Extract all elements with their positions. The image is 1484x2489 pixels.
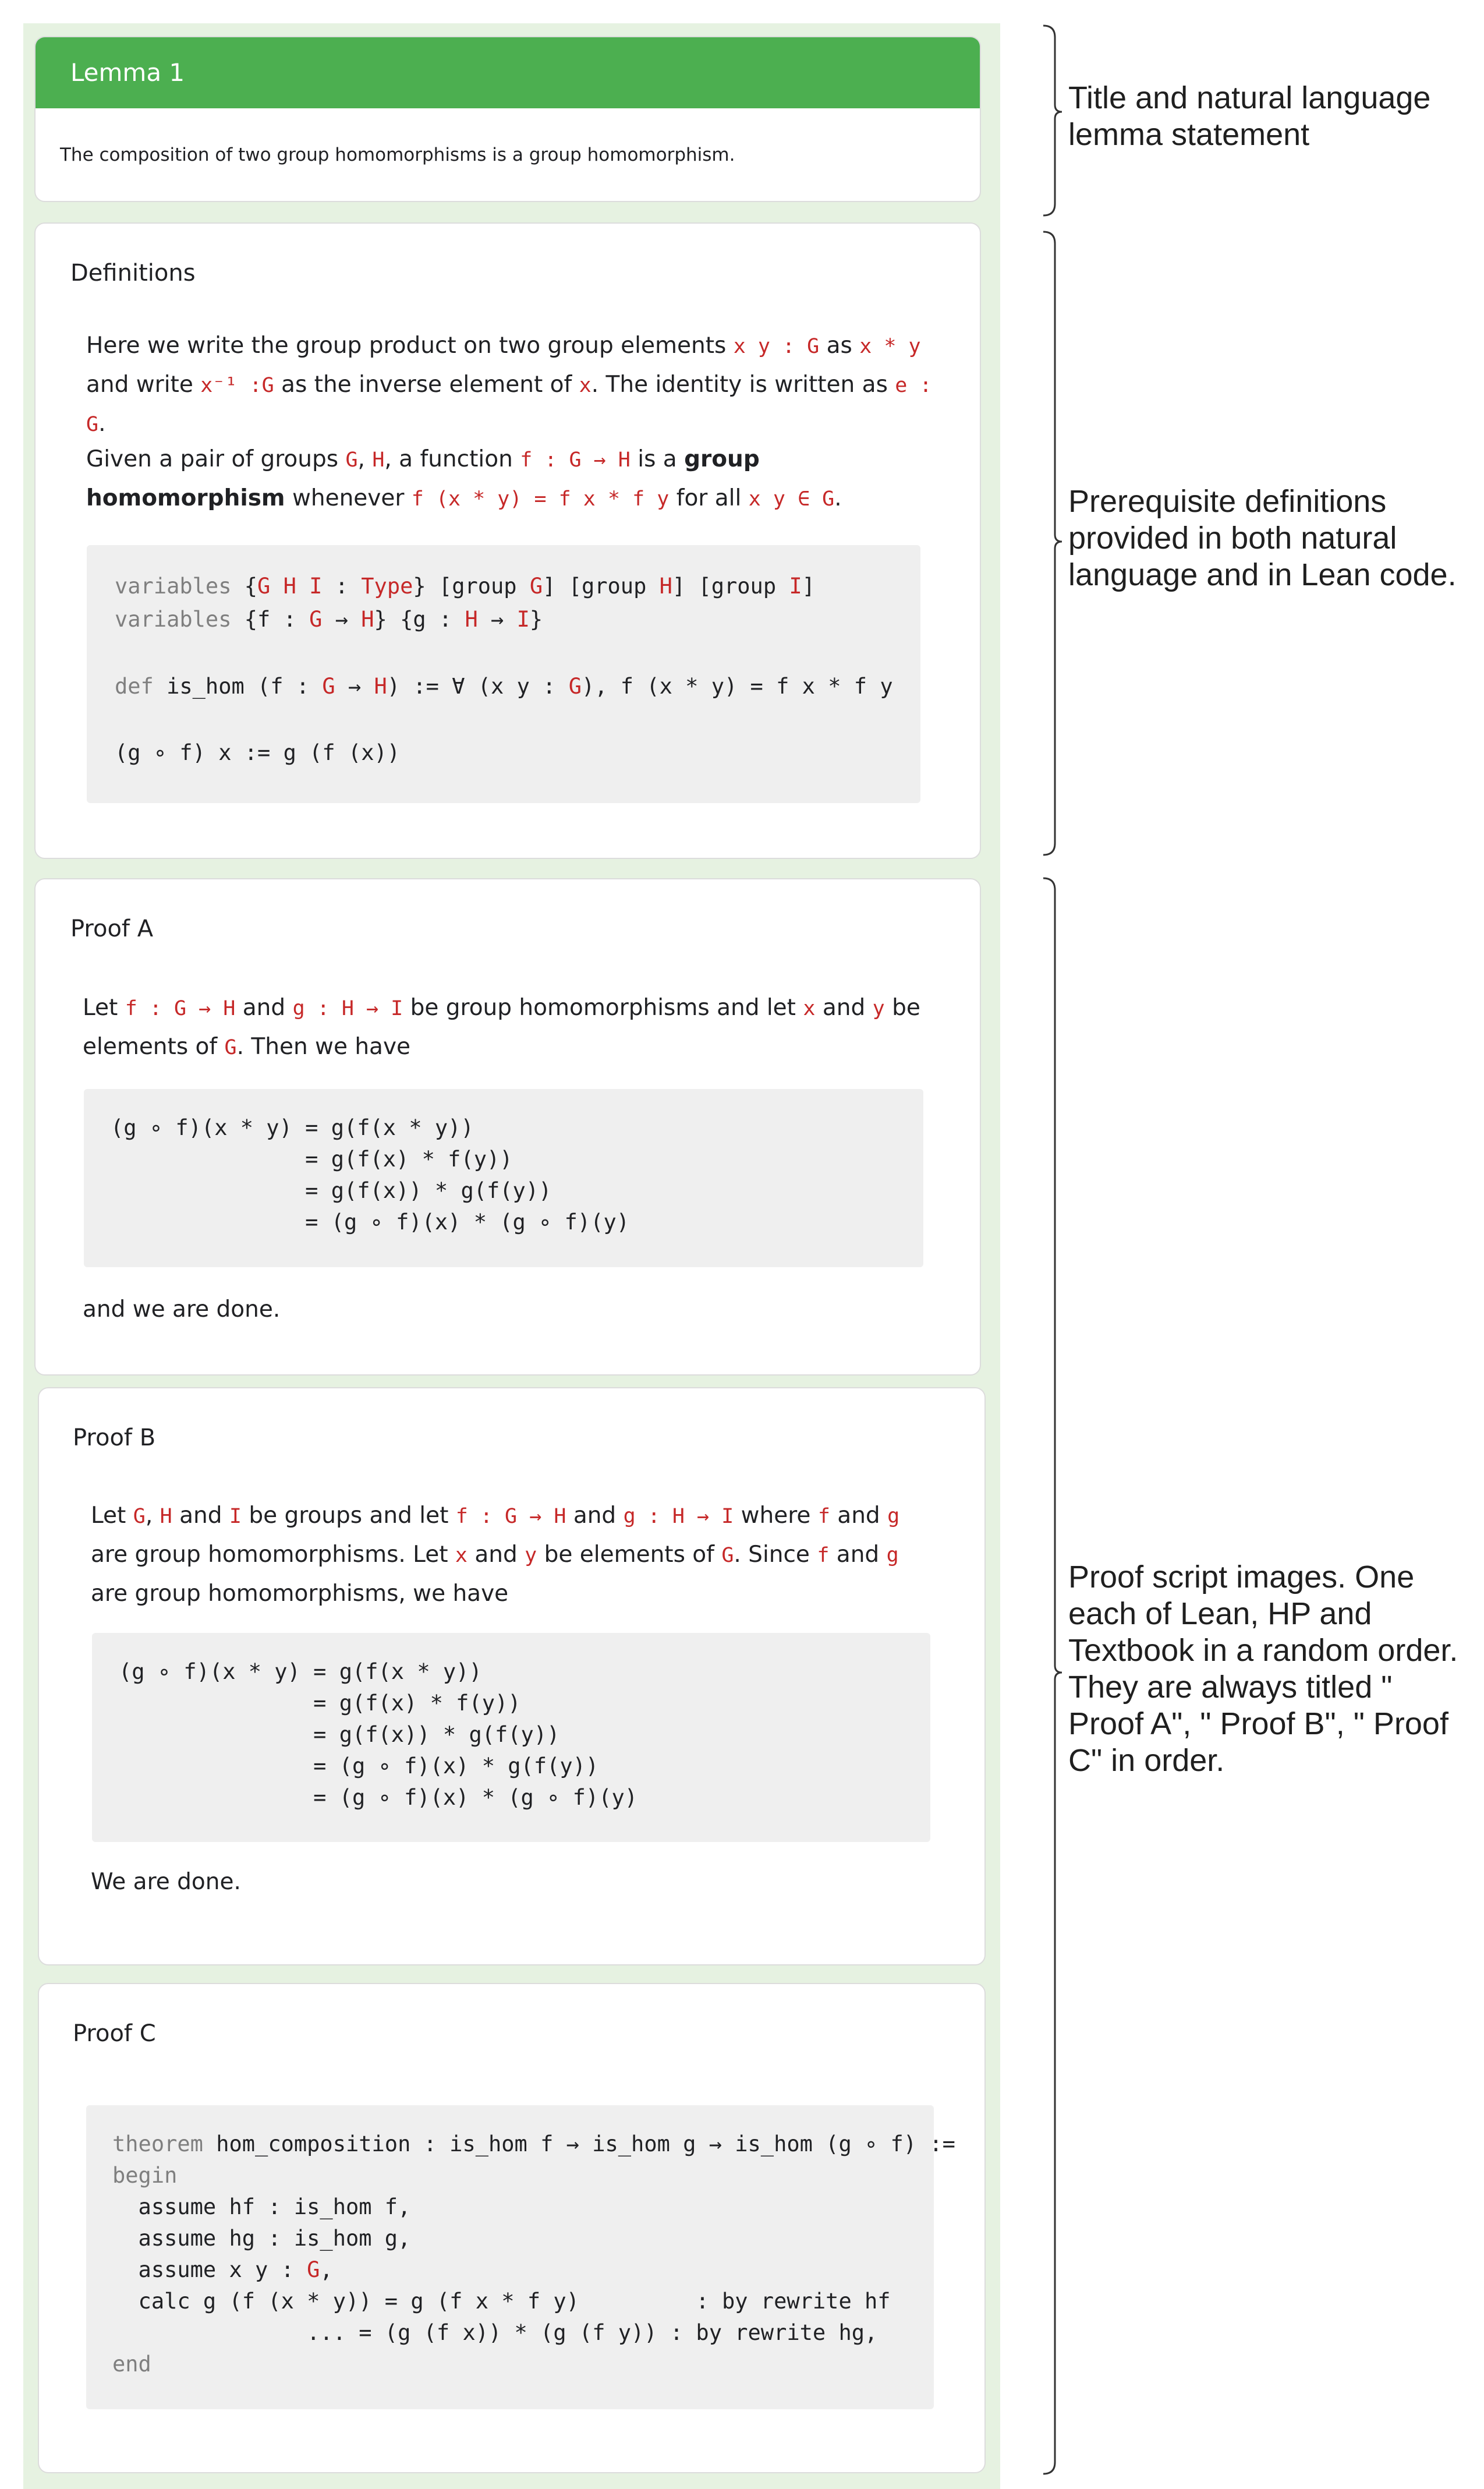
proof-a-conclusion: and we are done. — [83, 1296, 281, 1323]
lean-line-calc-1: calc g (f (x * y)) = g (f x * f y) : by rewrite hf — [112, 2289, 891, 2314]
calc-line: = g(f(x) * f(y)) — [119, 1691, 521, 1716]
definitions-card — [34, 222, 981, 859]
code-line-def-is-hom: def is_hom (f : G → H) := ∀ (x y : G), f (x * y) = f x * f y — [115, 674, 893, 699]
lean-line-theorem: theorem hom_composition : is_hom f → is_hom g → is_hom (g ∘ f) := — [112, 2131, 955, 2156]
proof-b-conclusion: We are done. — [91, 1869, 241, 1895]
proof-a-title: Proof A — [70, 915, 154, 942]
proof-a-calculation — [84, 1089, 923, 1267]
brace-lemma — [1043, 26, 1062, 215]
calc-line: = (g ∘ f)(x) * (g ∘ f)(y) — [119, 1785, 638, 1810]
calc-line: = g(f(x)) * g(f(y)) — [119, 1722, 560, 1747]
proof-b-title: Proof B — [73, 1424, 156, 1451]
lean-line-assume-hg: assume hg : is_hom g, — [112, 2226, 411, 2251]
proof-b-card — [38, 1387, 986, 1965]
lean-line-calc-2: ... = (g (f x)) * (g (f y)) : by rewrite hg, — [112, 2320, 878, 2345]
proof-b-calculation — [92, 1633, 930, 1842]
proof-c-lean-code — [86, 2105, 955, 2409]
lean-line-assume-hf: assume hf : is_hom f, — [112, 2194, 411, 2219]
lemma-title: Lemma 1 — [36, 37, 980, 108]
annotation-lemma: Title and natural language lemma statement — [1068, 80, 1431, 152]
definitions-title: Definitions — [70, 260, 196, 287]
proof-b-intro: Let G, H and I be groups and let f : G → H and g : H → I where f and g are group homomorphisms. Let x and y be elements of G. Since f and g are group homomorphisms, we have — [91, 1502, 900, 1607]
proof-c-card — [38, 1983, 986, 2473]
definitions-paragraph-1: Here we write the group product on two group elements x y : G as x * y and write x⁻¹ :G as the inverse element of x. The identity is written as e : G. — [86, 333, 932, 437]
code-line-variables-2: variables {f : G → H} {g : H → I} — [115, 607, 543, 632]
lean-line-end: end — [112, 2352, 151, 2377]
brace-definitions — [1043, 232, 1062, 855]
code-line-composition: (g ∘ f) x := g (f (x)) — [115, 740, 401, 765]
calc-line: = g(f(x)) * g(f(y)) — [111, 1178, 552, 1203]
lean-line-begin: begin — [112, 2163, 178, 2188]
definitions-paragraph-2: Given a pair of groups G, H, a function f : G → H is a group homomorphism whenever f (x * y) = f x * f y for all x y ∈ G. — [86, 446, 842, 511]
proof-a-card — [34, 878, 981, 1376]
annotation-definitions: Prerequisite definitions provided in both natural language and in Lean code. — [1068, 484, 1457, 592]
lean-line-assume-xy: assume x y : G, — [112, 2257, 333, 2282]
calc-line: (g ∘ f)(x * y) = g(f(x * y)) — [111, 1115, 474, 1140]
calc-line: = (g ∘ f)(x) * g(f(y)) — [119, 1753, 599, 1779]
lemma-statement: The composition of two group homomorphisms is a group homomorphism. — [60, 144, 735, 165]
calc-line: = g(f(x) * f(y)) — [111, 1147, 513, 1172]
annotation-proofs: Proof script images. One each of Lean, HP and Textbook in a random order. They are always titled " Proof A", " Proof B", " Proof C" in order. — [1068, 1560, 1458, 1778]
definitions-code-block — [87, 545, 920, 803]
calc-line: = (g ∘ f)(x) * (g ∘ f)(y) — [111, 1210, 630, 1235]
proof-c-title: Proof C — [73, 2020, 156, 2047]
code-line-variables-1: variables {G H I : Type} [group G] [group H] [group I] — [115, 574, 815, 599]
proof-a-intro: Let f : G → H and g : H → I be group homomorphisms and let x and y be elements of G. Then we have — [83, 995, 920, 1060]
brace-proofs — [1043, 878, 1062, 2474]
lemma-card — [34, 36, 981, 202]
calc-line: (g ∘ f)(x * y) = g(f(x * y)) — [119, 1659, 482, 1684]
